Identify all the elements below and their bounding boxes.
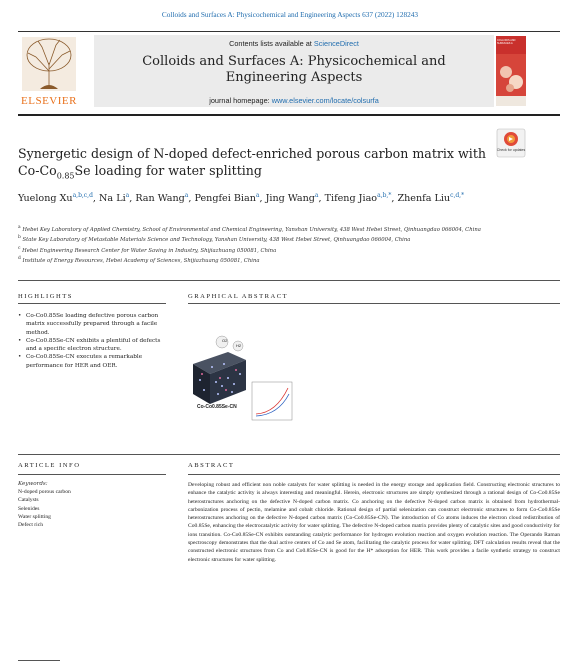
affiliation-item [18, 224, 558, 234]
journal-cover-image-icon [496, 36, 526, 106]
author-separator: , [259, 193, 266, 205]
highlight-item: • Co-Co0.85Se-CN exhibits a plentiful of defects and a specific electron structure. [18, 337, 168, 354]
article-info-divider [18, 474, 166, 475]
author-name[interactable]: Yuelong Xu [18, 193, 73, 205]
highlights-list [18, 312, 168, 370]
homepage-link[interactable]: www.elsevier.com/locate/colsurfa [271, 96, 379, 105]
author-name[interactable]: Jing Wang [265, 193, 315, 205]
h2-bubble-label: H2 [236, 343, 242, 348]
author-affiliation-marker[interactable]: a,b,* [377, 192, 392, 199]
affiliation-item [18, 245, 558, 255]
author-affiliation-marker[interactable]: a [314, 192, 319, 199]
cover-title: COLLOIDS AND SURFACES A [497, 39, 516, 45]
header-divider [18, 31, 560, 32]
keyword-item: N-doped porous carbon [18, 489, 71, 495]
journal-banner [94, 35, 494, 107]
publisher-name: ELSEVIER [21, 95, 77, 107]
graphical-abstract-image [188, 334, 298, 424]
author-separator: , [318, 193, 325, 205]
graphical-abstract-divider [188, 303, 560, 304]
author-affiliation-marker[interactable]: c,d,* [450, 192, 465, 199]
keyword-item: Water splitting [18, 513, 51, 520]
author-separator: , [391, 193, 398, 205]
graphical-abstract-heading: GRAPHICAL ABSTRACT [188, 293, 289, 300]
contents-line [94, 39, 494, 48]
highlights-heading: HIGHLIGHTS [18, 293, 73, 300]
journal-title-line1: Colloids and Surfaces A: Physicochemical and [142, 54, 446, 69]
affiliation-item [18, 255, 558, 265]
author-name[interactable]: Tifeng Jiao [324, 193, 378, 205]
o2-bubble-label: O2 [222, 338, 228, 343]
author-name[interactable]: Na Li [99, 193, 126, 205]
title-line2-part-b: Se loading for water splitting [74, 163, 262, 178]
footnote-divider [18, 660, 60, 661]
keywords-title: Keywords: [18, 481, 48, 487]
author-name[interactable]: Pengfei Bian [194, 193, 256, 205]
author-affiliation-marker[interactable]: a,b,c,d [72, 192, 93, 199]
affiliation-text: Hebei Key Laboratory of Applied Chemistry, School of Environmental and Chemical Engineering, Yanshan University, 438 West Hebei Street, Qinhuangdao 066004, China [20, 226, 481, 233]
affiliation-text: State Key Laboratory of Metastable Materials Science and Technology, Yanshan University, 438 West Hebei Street, Qinhuangdao 066004, China [20, 237, 411, 244]
author-affiliation-marker[interactable]: a [184, 192, 189, 199]
keyword-item: Catalysts [18, 497, 39, 504]
affiliation-key: b [18, 235, 21, 241]
author-affiliation-marker[interactable]: a [125, 192, 130, 199]
keyword-item: Defect rich [18, 522, 43, 529]
author-name[interactable]: Zhenfa Liu [397, 193, 451, 205]
abstract-text: Developing robust and efficient non noble catalysts for water splitting is needed in the energy storage and application field. Constructing electronic structures to enhance the catalytic activity is always interesting and meaningful. Herein, electronic structures are simply synthesized through a rational design of Co-Co0.85Se heterostructures anchoring on the defective N-doped carbon matrix. Co anchoring on the defective N-doped carbon matrix is obtained from hydrothermal-carbonization process of pectin, melamine and cobalt chloride. Rational design of partial selenization can construct electronic structures to form Co-Co0.85Se heterostructures anchoring on the defective N-doped carbon matrix (Co-Co0.85Se-CN). The introduction of Co atoms induces the electron cloud redistribution of Co0.85Se, enhancing the electrocatalytic activity for water splitting. The defective N-doped carbon matrix provides plenty of catalytic sites and good conductivity for ions transition. Co-Co0.85Se-CN exhibits outstanding catalytic performance for hydrogen evolution reaction and oxygen evolution reaction. The Operando Raman spectroscopy demonstrates that the dual active centers of Co and Se atom, facilitating the catalytic process for water splitting. DFT calculation results reveal that the constructed electronic structures from Co and Co0.85Se-CN is good for the H* adsorption for HER. This work provides a facile synthetic strategy to construct electronic structures for water splitting. [188, 482, 560, 563]
title-line1: Synergetic design of N-doped defect-enriched porous carbon matrix with [18, 146, 487, 161]
journal-title [94, 54, 494, 86]
section-divider-2 [18, 454, 560, 455]
journal-reference-link[interactable]: Colloids and Surfaces A: Physicochemical and Engineering Aspects 637 (2022) 128243 [161, 10, 419, 19]
author-list [18, 188, 488, 206]
affiliation-key: d [18, 255, 21, 261]
homepage-prefix: journal homepage: [209, 96, 272, 105]
check-for-updates-icon [496, 128, 526, 158]
journal-title-line2: Engineering Aspects [225, 70, 363, 85]
keywords-list [18, 488, 71, 529]
section-divider [18, 280, 560, 281]
author-separator: , [188, 193, 195, 205]
affiliation-item [18, 234, 558, 244]
title-line2-part-a: Co-Co [18, 163, 57, 178]
article-info-heading: ARTICLE INFO [18, 462, 81, 469]
journal-cover[interactable] [496, 36, 526, 106]
homepage-line [94, 96, 494, 105]
affiliation-key: c [18, 245, 21, 251]
article-title [18, 145, 488, 185]
affiliations [18, 224, 558, 265]
graphical-abstract-label: Co-Co0.85Se-CN [197, 404, 237, 410]
affiliation-text: Institute of Energy Resources, Hebei Academy of Sciences, Shijiazhuang 050081, China [20, 257, 260, 264]
affiliation-key: a [18, 225, 21, 230]
highlight-item: • Co-Co0.85Se loading defective porous carbon matrix successfully prepared through a facile method. [18, 312, 168, 337]
author-separator: , [129, 193, 136, 205]
title-divider [18, 114, 560, 116]
highlights-divider [18, 303, 166, 304]
abstract-heading: ABSTRACT [188, 462, 235, 469]
highlight-item: • Co-Co0.85Se-CN executes a remarkable performance for HER and OER. [18, 353, 168, 370]
keyword-item: Selenides [18, 505, 40, 512]
sciencedirect-link[interactable]: ScienceDirect [313, 39, 359, 48]
author-separator: , [92, 193, 100, 205]
author-affiliation-marker[interactable]: a [255, 192, 260, 199]
author-name[interactable]: Ran Wang [135, 193, 185, 205]
abstract-divider [188, 474, 560, 475]
title-subscript: 0.85 [56, 171, 75, 181]
publisher-logo [18, 35, 80, 107]
check-for-updates-button[interactable] [496, 128, 526, 158]
affiliation-text: Hebei Engineering Research Center for Water Saving in Industry, Shijiazhuang 050081, China [20, 247, 277, 254]
contents-prefix: Contents lists available at [229, 39, 314, 48]
check-for-updates-label: Check for updates [496, 148, 526, 152]
graphical-abstract-figure[interactable] [188, 334, 298, 424]
